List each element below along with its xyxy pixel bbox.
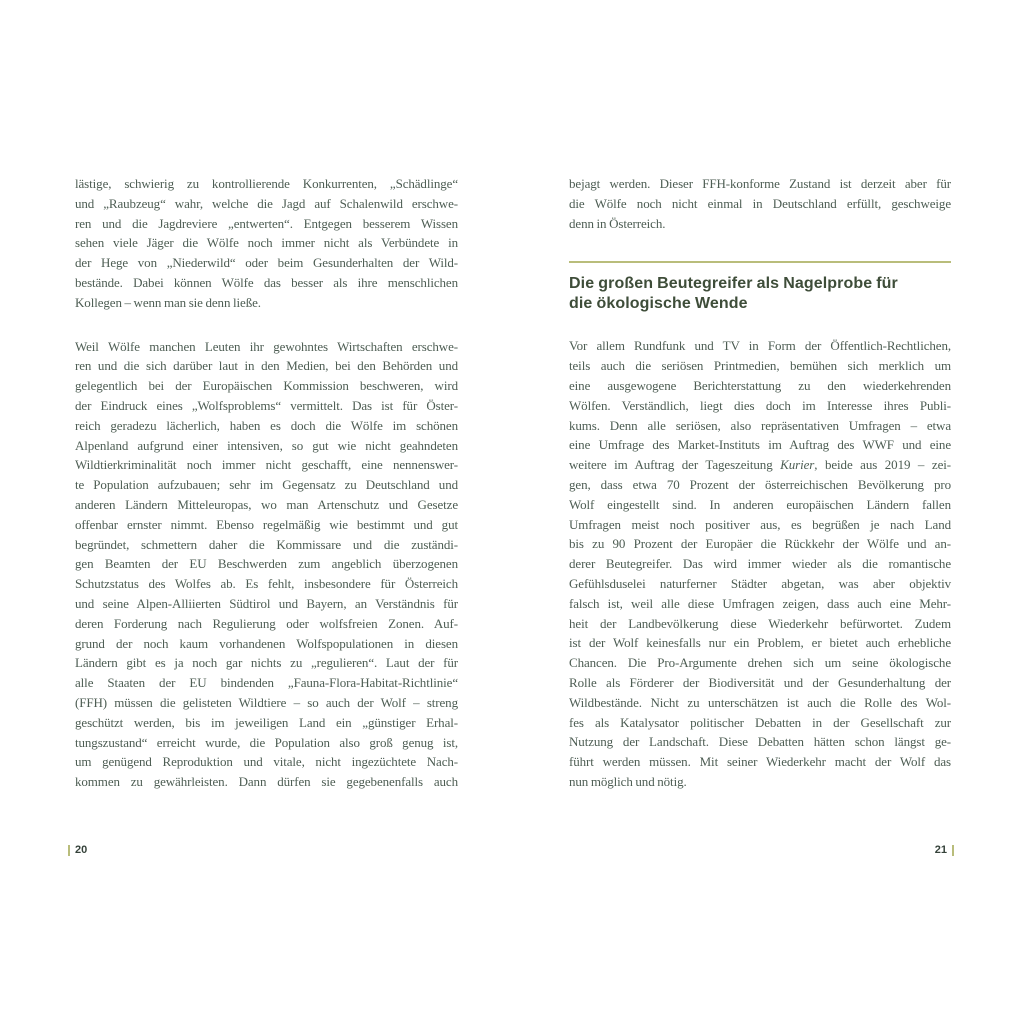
text-line: Gefühlsduselei naturferner Städter abgetan, was aber objektiv (569, 575, 951, 591)
text-line: eine Umfrage des Market-Instituts im Auftrag des WWF und eine (569, 437, 951, 453)
paragraph (75, 337, 458, 792)
text-line: Vor allem Rundfunk und TV in Form der Öffentlich-Rechtlichen, (569, 338, 951, 354)
page-number-right (935, 844, 954, 856)
text-line: um genügend Reproduktion und vitale, nicht ingezüchtete Nach- (75, 754, 458, 770)
text-line: grund der noch kaum vorhandenen Wolfspopulationen in diesen (75, 635, 458, 651)
page-number-text: 21 (934, 844, 947, 856)
text-line: Rolle als Förderer der Biodiversität und der Gesunderhaltung der (569, 674, 951, 690)
text-line: bejagt werden. Dieser FFH-konforme Zustand ist derzeit aber für (569, 176, 951, 191)
text-line: ist der Wolf keinesfalls nur ein Problem, er bietet auch erhebliche (569, 635, 951, 651)
text-line: und „Raubzeug“ wahr, welche die Jagd auf Schalenwild erschwe- (75, 195, 458, 211)
right-page-body (569, 336, 951, 791)
text-line: nun möglich und nötig. (569, 773, 687, 789)
text-line: (FFH) müssen die gelisteten Wildtiere – so auch der Wolf – streng (75, 694, 458, 710)
text-line: heit der Landbevölkerung diese Wiederkehr befürwortet. Zudem (569, 615, 951, 631)
paragraph (569, 336, 951, 791)
text-line: kommen zu gewährleisten. Dann dürfen sie gegebenenfalls auch (75, 774, 458, 790)
page-number-divider (952, 845, 954, 856)
text-line: Alpenland aufgrund einer intensiven, so gut wie nicht geahndeten (75, 437, 458, 453)
page-number-left (68, 844, 87, 856)
section-divider-rule (569, 261, 951, 263)
section-heading (569, 274, 951, 314)
text-line: bestände. Dabei können Wölfe das besser als ihre menschlichen (75, 274, 458, 290)
text-line: teils auch die seriösen Printmedien, bemühen sich merklich um (569, 358, 951, 374)
heading-line: Die großen Beutegreifer als Nagelprobe für (569, 275, 898, 293)
text-line: Wolf eingestellt sind. In anderen europäischen Ländern fallen (569, 496, 951, 512)
text-line: derer Beutegreifer. Das wird immer wieder als die romantische (569, 556, 951, 572)
text-line: alle Staaten der EU bindenden „Fauna-Flora-Habitat-Richtlinie“ (75, 675, 458, 691)
text-line: der Eindruck eines „Wolfsproblems“ vermittelt. Das ist für Öster- (75, 397, 458, 413)
paragraph (75, 174, 458, 313)
text-line: reich geradezu lächerlich, haben es doch die Wölfe im schönen (75, 417, 458, 433)
text-line: denn in Österreich. (569, 215, 666, 231)
text-line: tungszustand“ erreicht wurde, die Population also groß genug ist, (75, 734, 458, 750)
text-line: ren und die sich darüber laut in den Medien, bei den Behörden und (75, 358, 458, 374)
text-line: Wildbestände. Nicht zu unterschätzen ist auch die Rolle des Wol- (569, 694, 951, 710)
text-line: kums. Denn alle seriösen, also repräsentativen Umfragen – etwa (569, 417, 951, 433)
text-line: Wildtierkriminalität noch immer nicht geschafft, eine nennenswer- (75, 457, 458, 473)
text-line: Chancen. Die Pro-Argumente drehen sich um seine ökologische (569, 655, 951, 671)
text-line: gelegentlich bei der Europäischen Kommission beschweren, wird (75, 378, 458, 394)
text-line: Schutzstatus des Wolfes ab. Es fehlt, insbesondere für Österreich (75, 576, 458, 592)
text-line: eine ausgewogene Berichterstattung zu den wiederkehrenden (569, 377, 951, 393)
text-line: deren Forderung nach Regulierung oder wolfsfreien Zonen. Auf- (75, 615, 458, 631)
text-line: ren und die Jagdreviere „entwerten“. Entgegen besserem Wissen (75, 215, 458, 231)
text-line: anderen Ländern Mitteleuropas, wo man Artenschutz und Gesetze (75, 496, 458, 512)
text-line: falsch ist, weil alle diese Umfragen zeigen, dass auch eine Mehr- (569, 595, 951, 611)
text-line: geschützt werden, bis im jeweiligen Land ein „günstiger Erhal- (75, 714, 458, 730)
heading-line: die ökologische Wende (569, 295, 748, 313)
right-page-intro (569, 174, 951, 233)
text-line: Weil Wölfe manchen Leuten ihr gewohntes Wirtschaften erschwe- (75, 338, 458, 354)
text-line: und seine Alpen-Alliierten Südtirol und Bayern, an Verständnis für (75, 595, 458, 611)
text-line: führt werden müssen. Mit seiner Wiederkehr macht der Wolf das (569, 754, 951, 770)
left-page-text-column (75, 174, 458, 816)
text-line: Nutzung der Landschaft. Diese Debatten hätten schon längst ge- (569, 734, 951, 750)
text-line: weitere im Auftrag der Tageszeitung Kurier, beide aus 2019 – zei- (569, 457, 951, 473)
text-line: offenbar ernster nimmt. Ebenso regelmäßig wie bestimmt und gut (75, 516, 458, 532)
text-line: Kollegen – wenn man sie denn ließe. (75, 294, 261, 310)
text-line: te Population aufzubauen; sehr im Gegensatz zu Deutschland und (75, 477, 458, 493)
text-line: gen Beamten der EU Beschwerden zum angeblich überzogenen (75, 556, 458, 572)
text-line: Ländern gibt es ja noch gar nichts zu „regulieren“. Laut der für (75, 655, 458, 671)
text-line: fes als Katalysator politischer Debatten in der Gesellschaft zur (569, 714, 951, 730)
text-line: bis zu 90 Prozent der Europäer die Rückkehr der Wölfe und an- (569, 536, 951, 552)
page-number-text: 20 (75, 844, 88, 856)
text-line: sehen viele Jäger die Wölfe noch immer nicht als Verbündete in (75, 235, 458, 251)
paragraph (569, 174, 951, 233)
text-line: Wölfen. Verständlich, liegt dies doch im Interesse ihres Publi- (569, 397, 951, 413)
text-line: Umfragen meist noch positiver aus, es begrüßen je nach Land (569, 516, 951, 532)
text-line: begründet, schmettern daher die Kommissare und die zuständi- (75, 536, 458, 552)
right-page-text-column (569, 174, 951, 816)
text-line: der Hege von „Niederwild“ oder beim Gesunderhalten der Wild- (75, 255, 458, 271)
text-line: die Wölfe noch nicht einmal in Deutschland erfüllt, geschweige (569, 195, 951, 211)
page-number-divider (68, 845, 70, 856)
text-line: gen, dass etwa 70 Prozent der österreichischen Bevölkerung pro (569, 476, 951, 492)
text-line: lästige, schwierig zu kontrollierende Konkurrenten, „Schädlinge“ (75, 176, 458, 191)
